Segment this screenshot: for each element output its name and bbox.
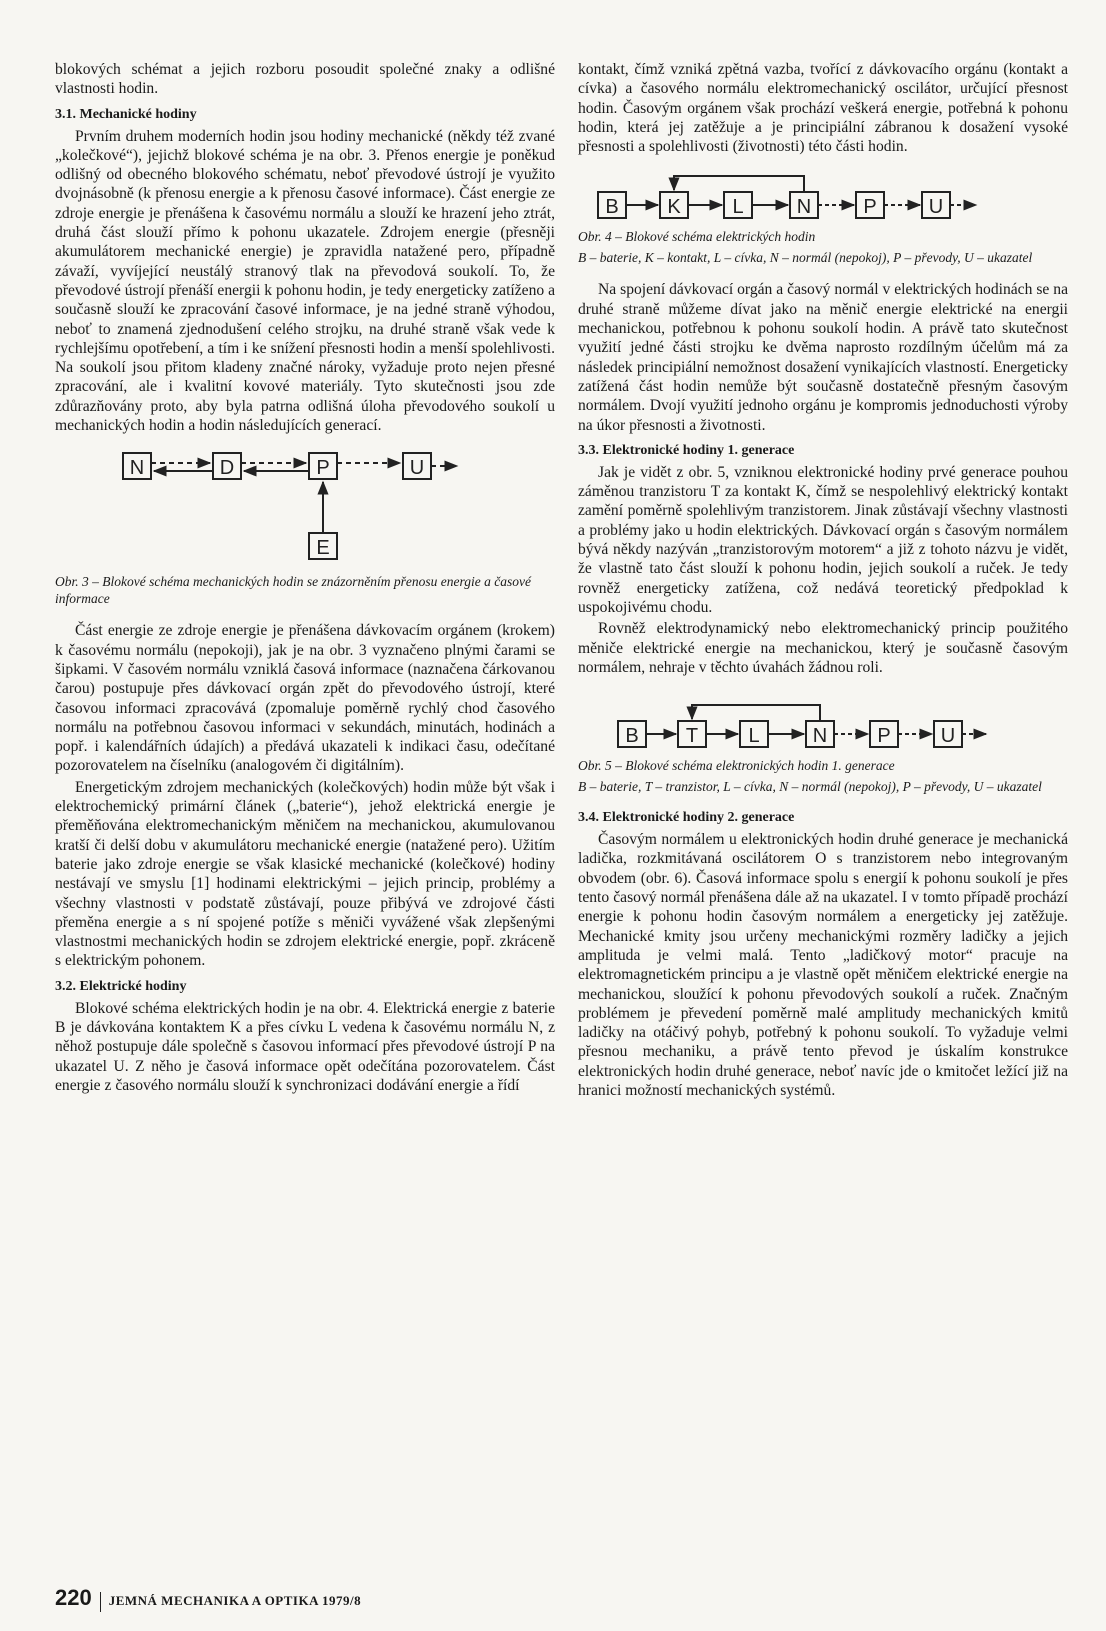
fig4-box-n: N: [796, 196, 812, 219]
fig4-box-u: U: [928, 196, 944, 219]
figure-5-legend: B – baterie, T – tranzistor, L – cívka, N – normál (nepokoj), P – převody, U – ukazatel: [578, 779, 1042, 795]
page-footer: [55, 1585, 361, 1612]
fig5-box-u: U: [940, 725, 956, 748]
box-p-label: P: [316, 457, 330, 480]
fig4-box-b: B: [605, 196, 619, 219]
figure-5: [578, 699, 1068, 795]
figure-5-title: Obr. 5 – Blokové schéma elektronických hodin 1. generace: [578, 758, 895, 774]
figure-4: [578, 170, 1068, 266]
page-number: 220: [55, 1585, 92, 1610]
figure-4-diagram: [578, 170, 1068, 224]
fig5-box-p: P: [877, 725, 891, 748]
right-paragraph-2: Na spojení dávkovací orgán a časový normál v elektrických hodinách se na druhé straně můžeme dívat jako na měnič energie elektrické na energii mechanickou, potřebnou k pohonu soukolí hodin. A právě tato skutečnost využití jedné části strojku ke dvěma naprosto rozdílným účelům má za následek principiální nemožnost dosažení vynikajících vlastností. Energeticky zatížená část hodin nemůže být současně dostatečně přesným časovým normálem. Dvojí využití jednoho orgánu je kompromis jednoduchosti výroby na úkor přesnosti a životnosti.: [578, 281, 1068, 434]
figure-3-diagram: [55, 449, 555, 569]
left-paragraph-1: blokových schémat a jejich rozboru posoudit společné znaky a odlišné vlastnosti hodin.: [55, 61, 555, 98]
right-paragraph-4: Rovněž elektrodynamický nebo elektromechanický princip použitého měniče elektrické energie na mechanickou, který je současně časovým normálem, nehraje v těchto úvahách žádnou roli.: [578, 620, 1068, 676]
figure-5-caption: [578, 757, 1068, 774]
right-paragraph-5: Časovým normálem u elektronických hodin druhé generace je mechanická ladička, rozkmitávaná oscilátorem O s tranzistorem nebo integrovaným obvodem (obr. 6). Časová informace spolu s energií k pohonu soukolí je přes tento časový normál přenášena dále až na ukazatel. I v tomto případě prochází energie k pohonu hodin časovým normálem a energeticky jej zatěžuje. Mechanické kmity jsou určeny mechanickými rozměry ladičky a jejich amplituda je velmi malá. Tento „ladičkový motor“ pracuje na elektromagnetickém principu a je vlastně opět měničem elektrické energie na mechanickou, sloužící k pohonu převodových soukolí a ruček. Značným problémem je převedení poměrně malé amplitudy mechanických kmitů ladičky na otáčivý pohyb, potřebný k pohonu soukolí. To vyžaduje velmi přesnou mechaniku, a právě tento převod je úskalím konstrukce elektronických hodin druhé generace, neboť navíc jde o kmitočet ležící již na hranici možností mechanických systémů.: [578, 831, 1068, 1099]
figure-3-caption: Obr. 3 – Blokové schéma mechanických hodin se znázorněním přenosu energie a časové informace: [55, 574, 532, 607]
box-u-label: U: [409, 457, 425, 480]
left-paragraph-2: Prvním druhem moderních hodin jsou hodiny mechanické (někdy též zvané „kolečkové“), jejichž blokové schéma je na obr. 3. Přenos energie je poněkud odlišný od obecného blokového schématu, neboť převodové ústrojí je využito dvojnásobně (k přenosu energie a k přenosu časové informace). Část energie ze zdroje energie je přenášena k časovému normálu a slouží ke hrazení jeho ztrát, druhá část slouží přímo k pohonu ukazatele. Zdrojem energie (přesněji akumulátorem mechanické energie) je zpravidla natažené pero, případně závaží, vyvíjející neustálý stranový tlak na převodová soukolí. To, že převodové ústrojí přenáší energii k pohonu hodin, je tedy energeticky zatíženo a současně slouží ke zpracování časové informace, je na jedné straně výhodou, neboť to znamená zjednodušení celého strojku, na druhé straně však vede k rychlejšímu opotřebení, a tím i ke snížení přesnosti hodin a menší spolehlivosti. Na soukolí jsou přitom kladeny značné nároky, vyžaduje proto nejen přesné zpracování, ale i kvalitní kovové materiály. Tyto skutečnosti jsou zde zdůrazňovány proto, aby byla patrna odlišná úloha převodového soukolí u mechanických hodin a hodin následujících generací.: [55, 127, 556, 435]
fig5-box-b: B: [625, 725, 639, 748]
left-paragraph-4: Energetickým zdrojem mechanických (kolečkových) hodin může být však i elektrochemický primární článek („baterie“), jehož elektrická energie je přeměňována elektromechanickým měničem na mechanickou, akumulovanou kratší či delší dobu v akumulátoru mechanické energie (natažené pero). Užitím baterie jako zdroje energie se však klasické mechanické (kolečkové) hodiny nestávají ve smyslu [1] hodinami elektrickými – jejich princip, problémy a všechny vlastnosti v podstatě zůstávají, pouze přibývá ve zdrojové části přeměna energie a s ní spojené potíže s měniči vyvážené však zlepšenými vlastnostmi mechanických hodin se zdrojem elektrické energie, popř. zkráceně s elektrickým pohonem.: [55, 778, 555, 970]
box-d-label: D: [219, 457, 235, 480]
figure-3: [55, 449, 555, 607]
section-heading-3-2: 3.2. Elektrické hodiny: [55, 978, 187, 994]
left-paragraph-3: Část energie ze zdroje energie je přenášena dávkovacím orgánem (krokem) k časovému normálu (nepokoji), jak je na obr. 3 vyznačeno plnými čarami se šipkami. V časovém normálu vzniklá časová informace (naznačena čárkovanou čarou) postupuje přes dávkovací orgán zpět do převodového ústrojí, které časovou informaci zpracovává (zpomaluje poměrně rychlý chod časového normálu na potřebnou časovou informaci v sekundách, minutách, hodinách a popř. i kalendářních údajích) a předává ukazateli k indikaci času, odečítané pozorovatelem na číselníku (analogovém či digitálním).: [55, 622, 555, 775]
left-paragraph-5: Blokové schéma elektrických hodin je na obr. 4. Elektrická energie z baterie B je dávkována kontaktem K a přes cívku L vedena k časovému normálu N, z něhož postupuje dále společně s časovou informací přes převodové ústrojí P na ukazatel U. Z něho je časová informace opět odečítána pozorovatelem. Část energie z časového normálu slouží k synchronizaci dodávání energie a řídí: [55, 999, 555, 1094]
figure-5-diagram: [578, 699, 1068, 753]
fig4-box-k: K: [667, 196, 681, 219]
right-paragraph-3: Jak je vidět z obr. 5, vzniknou elektronické hodiny prvé generace pouhou záměnou tranzistoru T za kontakt K, čímž se nespolehlivý elektrický kontakt zamění poměrně spolehlivým tranzistorem. Jinak zůstávají všechny vlastnosti a problémy jako u hodin elektrických. Dávkovací orgán s časovým normálem bývá někdy nazýván „tranzistorovým motorem“ a již z tohoto názvu je vidět, že vlastně tato část slouží k pohonu hodin, jejich soukolí a ruček. Je tedy rovněž energeticky zatížena, což nedává teoretický předpoklad k uspokojivému chodu.: [578, 463, 1068, 616]
fig5-box-l: L: [748, 725, 760, 748]
figure-4-legend: B – baterie, K – kontakt, L – cívka, N – normál (nepokoj), P – převody, U – ukazatel: [578, 250, 1033, 266]
right-paragraph-1: kontakt, čímž vzniká zpětná vazba, tvořící z dávkovacího orgánu (kontakt a cívka) a časového normálu elektromechanický oscilátor, určující přesnost hodin. Časovým orgánem však prochází veškerá energie, potřebná k pohonu hodin, která jej zatěžuje a je principiální zábranou k dosažení vysoké přesnosti a spolehlivosti (životnosti) této části hodin.: [578, 61, 1068, 156]
figure-4-title: Obr. 4 – Blokové schéma elektrických hodin: [578, 229, 816, 245]
fig4-box-p: P: [863, 196, 877, 219]
footer-divider: [100, 1592, 101, 1612]
section-heading-3-1: 3.1. Mechanické hodiny: [55, 106, 197, 122]
box-n-label: N: [129, 457, 145, 480]
box-e-label: E: [316, 537, 330, 560]
left-column: [55, 60, 555, 1097]
fig4-box-l: L: [732, 196, 744, 219]
figure-4-caption: [578, 228, 1068, 245]
fig5-box-t: T: [685, 725, 699, 748]
journal-title: JEMNÁ MECHANIKA A OPTIKA 1979/8: [108, 1593, 362, 1608]
fig5-box-n: N: [812, 725, 828, 748]
section-heading-3-4: 3.4. Elektronické hodiny 2. generace: [578, 810, 795, 826]
section-heading-3-3: 3.3. Elektronické hodiny 1. generace: [578, 442, 795, 458]
right-column: [578, 60, 1068, 1102]
